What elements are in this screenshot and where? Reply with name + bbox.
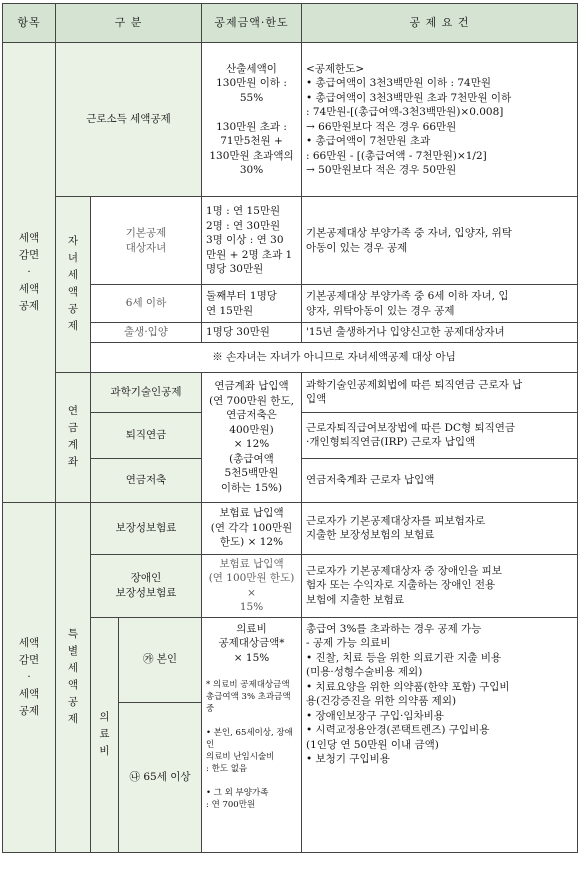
row-amount: 보험료 납입액 (연 100만원 한도) × 15% [202, 554, 302, 617]
row-name: 출생·입양 [91, 323, 202, 343]
row-name: ㉮ 본인 [119, 617, 202, 702]
pension-amount: 연금계좌 납입액 (연 700만원 한도, 연금저축은 400만원) × 12% (총급여액 5천5백만원 이하는 15%) [202, 372, 302, 502]
row-requirement: 기본공제대상 부양가족 중 자녀, 입양자, 위탁 아동이 있는 경우 공제 [302, 197, 578, 285]
row-requirement: 과학기술인공제회법에 따른 퇴직연금 근로자 납 입액 [302, 372, 578, 412]
row-amount: 1명당 30만원 [202, 323, 302, 343]
group-label-2: 세액 감면 · 세액 공제 [3, 502, 56, 852]
medical-requirement: 총급여 3%를 초과하는 경우 공제 가능 - 공제 가능 의료비 • 진찰, 치료 등을 위한 의료기관 지출 비용 (미용·성형수술비용 제외) • 치료요양을 위한 의약품(한약 포함) 구입비 용(건강증진을 위한 의약품 제외) • 장애인보장구 구입·임차비용 • 시력교정용안경(콘택트렌즈) 구입비용 (1인당 연 50만원 이내 금액) • 보청기 구입비용 [302, 617, 578, 852]
row-requirement: 근로자가 기본공제대상자를 피보험자로 지출한 보장성보험의 보험료 [302, 502, 578, 554]
row-name: 기본공제 대상자녀 [91, 197, 202, 285]
row-name: 과학기술인공제 [91, 372, 202, 412]
header-amount: 공제금액·한도 [202, 4, 302, 43]
child-note: ※ 손자녀는 자녀가 아니므로 자녀세액공제 대상 아님 [91, 342, 578, 372]
header-item: 항목 [3, 4, 56, 43]
table-row [3, 197, 578, 285]
row-requirement: 근로자가 기본공제대상자 중 장애인을 피보 험자 또는 수익자로 지출하는 장애인 전용 보험에 지출한 보험료 [302, 554, 578, 617]
row-requirement: '15년 출생하거나 입양신고한 공제대상자녀 [302, 323, 578, 343]
header-category: 구 분 [56, 4, 202, 43]
row-requirement: 연금저축계좌 근로자 납입액 [302, 458, 578, 502]
row-amount: 1명 : 연 15만원 2명 : 연 30만원 3명 이상 : 연 30 만원 + 2명 초과 1 명당 30만원 [202, 197, 302, 285]
table-row [3, 43, 578, 197]
row-name: 근로소득 세액공제 [56, 43, 202, 197]
row-name: 보장성보험료 [91, 502, 202, 554]
row-amount: 둘째부터 1명당 연 15만원 [202, 285, 302, 323]
medical-label: 의 료 비 [91, 617, 119, 852]
row-requirement: 근로자퇴직급여보장법에 따른 DC형 퇴직연금 ·개인형퇴직연금(IRP) 근로자 납입액 [302, 412, 578, 458]
group-label: 세액 감면 · 세액 공제 [3, 43, 56, 503]
row-amount: 보험료 납입액 (연 각각 100만원 한도) × 12% [202, 502, 302, 554]
child-label: 자 녀 세 액 공 제 [56, 197, 91, 373]
header-requirement: 공 제 요 건 [302, 4, 578, 43]
table-row [3, 502, 578, 554]
row-name: 퇴직연금 [91, 412, 202, 458]
row-requirement: 기본공제대상 부양가족 중 6세 이하 자녀, 입 양자, 위탁아동이 있는 경우 공제 [302, 285, 578, 323]
special-label: 특 별 세 액 공 제 [56, 502, 91, 852]
tax-deduction-table [2, 3, 578, 853]
row-name: 장애인 보장성보험료 [91, 554, 202, 617]
pension-label: 연 금 계 좌 [56, 372, 91, 502]
row-name: ㉯ 65세 이상 [119, 702, 202, 852]
row-name: 6세 이하 [91, 285, 202, 323]
row-amount: 산출세액이 130만원 이하 : 55% 130만원 초과 : 71만5천원 + 130만원 초과액의 30% [202, 43, 302, 197]
row-name: 연금저축 [91, 458, 202, 502]
table-row [3, 372, 578, 412]
row-requirement: <공제한도> • 총급여액이 3천3백만원 이하 : 74만원 • 총급여액이 3천3백만원 초과 7천만원 이하 : 74만원-[(총급여액-3천3백만원)×0.008] → 66만원보다 적은 경우 66만원 • 총급여액이 7천만원 초과 : 66만원 - [(총급여액 - 7천만원)×1/2] → 50만원보다 적은 경우 50만원 [302, 43, 578, 197]
medical-amount-main: 의료비 공제대상금액* × 15% [218, 622, 285, 664]
medical-amount-note: * 의료비 공제대상금액 총급여액 3% 초과금액 중 • 본인, 65세이상, 장애인 의료비 난임시술비 : 한도 없음 • 그 외 부양가족 : 연 700만원 [206, 680, 293, 810]
header-row [3, 4, 578, 43]
medical-amount [202, 617, 302, 852]
